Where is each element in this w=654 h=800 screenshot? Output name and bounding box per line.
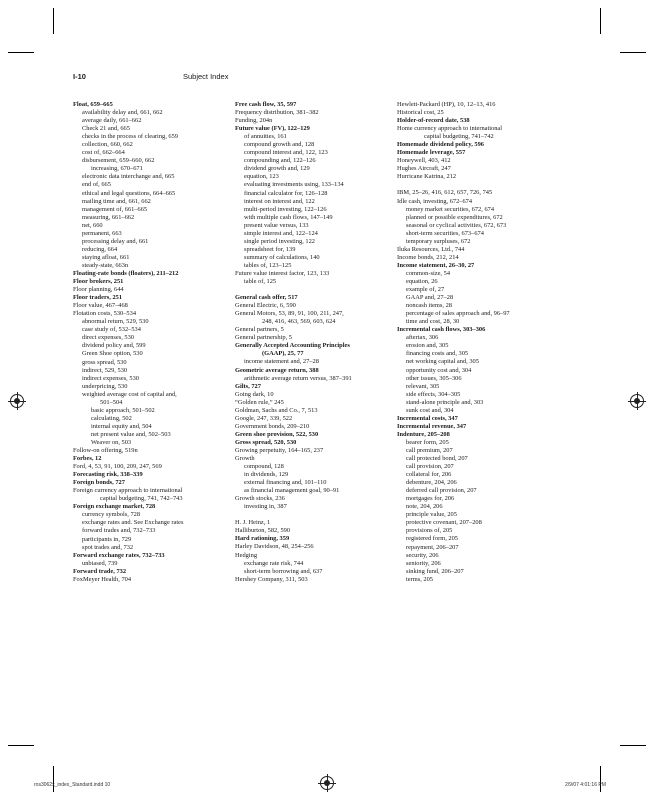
index-subentry: indirect expenses, 530	[82, 374, 139, 382]
index-entry: Incremental revenue, 347	[397, 422, 467, 430]
crop-mark	[8, 745, 34, 746]
index-subentry: Check 21 and, 665	[82, 125, 130, 133]
index-subentry: relevant, 305	[406, 382, 440, 390]
index-entry: General cash offer, 517	[235, 294, 298, 302]
index-subentry: spreadsheet for, 139	[244, 245, 296, 253]
index-entry: Honeywell, 403, 412	[397, 157, 451, 165]
index-subentry: sunk cost and, 304	[406, 406, 454, 414]
index-subentry: compound interest and, 122, 123	[244, 149, 328, 157]
index-entry: Iluka Resources, Ltd., 744	[397, 245, 465, 253]
index-subentry: measuring, 661–662	[82, 213, 135, 221]
index-subentry: compound, 128	[244, 463, 284, 471]
index-subentry: single period investing, 122	[244, 237, 315, 245]
crop-mark	[8, 52, 34, 53]
index-entry: Government bonds, 209–210	[235, 422, 310, 430]
index-subentry: weighted average cost of capital and,	[82, 390, 177, 398]
index-subentry: capital budgeting, 741, 742–743	[100, 495, 183, 503]
index-entry: Follow-on offering, 519n	[73, 447, 138, 455]
index-subentry: bearer form, 205	[406, 438, 449, 446]
index-entry: “Golden rule,” 245	[235, 398, 284, 406]
index-entry: General partners, 5	[235, 326, 284, 334]
index-subentry: protective covenant, 207–208	[406, 519, 482, 527]
index-subentry: collection, 660, 662	[82, 141, 133, 149]
index-subentry: income statement and, 27–28	[244, 358, 319, 366]
index-subentry: multi-period investing, 122–126	[244, 205, 327, 213]
index-entry: Hedging	[235, 551, 258, 559]
page-folio: I-10	[73, 72, 86, 81]
index-subentry: stand-alone principle and, 303	[406, 398, 484, 406]
index-entry: Geometric average return, 388	[235, 366, 319, 374]
index-subentry: table of, 125	[244, 278, 277, 286]
index-subentry: money market securities, 672, 674	[406, 205, 495, 213]
index-entry: Ford, 4, 53, 91, 100, 209, 247, 569	[73, 463, 162, 471]
index-subentry: net working capital and, 305	[406, 358, 479, 366]
index-entry: Flotation costs, 530–534	[73, 310, 137, 318]
index-subentry: increasing, 670–671	[91, 165, 143, 173]
index-subentry: terms, 205	[406, 575, 433, 583]
index-entry: Float, 659–665	[73, 101, 113, 108]
index-entry: Hewlett-Packard (HP), 10, 12–13, 416	[397, 101, 496, 108]
index-entry: Hughes Aircraft, 247	[397, 165, 451, 173]
index-entry: Forbes, 12	[73, 455, 102, 463]
crop-mark	[600, 8, 601, 34]
index-subentry: principle value, 205	[406, 511, 457, 519]
index-subentry: GAAP and, 27–28	[406, 294, 454, 302]
index-subentry: interest on interest and, 122	[244, 197, 315, 205]
index-subentry: direct expenses, 530	[82, 334, 134, 342]
index-entry: Growth stocks, 236	[235, 495, 285, 503]
index-subentry: collateral for, 206	[406, 471, 452, 479]
index-entry: Foreign exchange market, 728	[73, 503, 156, 511]
index-entry: Floor traders, 251	[73, 294, 123, 302]
index-entry: Floor brokers, 251	[73, 278, 124, 286]
index-subentry: financial calculator for, 126–128	[244, 189, 328, 197]
index-entry: H. J. Heinz, 1	[235, 519, 271, 527]
index-subentry: 501–504	[100, 398, 123, 406]
index-subentry: security, 206	[406, 551, 439, 559]
index-entry: General Motors, 53, 89, 91, 100, 211, 247,	[235, 310, 344, 318]
index-entry: Google, 247, 339, 522	[235, 414, 293, 422]
index-subentry: steady-state, 663n	[82, 261, 129, 269]
index-subentry: 248, 416, 463, 569, 603, 624	[262, 318, 336, 326]
index-subentry: equation, 123	[244, 173, 279, 181]
section-title: Subject Index	[183, 72, 229, 81]
index-subentry: exchange rate risk, 744	[244, 559, 304, 567]
index-subentry: financing costs and, 305	[406, 350, 469, 358]
crop-mark	[600, 766, 601, 792]
index-subentry: present value versus, 133	[244, 221, 309, 229]
index-entry: Generally Accepted Accounting Principles	[235, 342, 350, 350]
index-entry: Future value (FV), 122–129	[235, 125, 310, 133]
index-subentry: internal equity and, 504	[91, 422, 152, 430]
index-entry: Gilts, 727	[235, 382, 261, 390]
index-subentry: note, 204, 206	[406, 503, 443, 511]
index-subentry: of annuities, 161	[244, 133, 287, 141]
index-subentry: currency symbols, 728	[82, 511, 141, 519]
index-subentry: calculating, 502	[91, 414, 132, 422]
index-subentry: reducing, 664	[82, 245, 118, 253]
index-entry: General Electric, 6, 590	[235, 302, 296, 310]
index-subentry: short-term borrowing and, 637	[244, 567, 323, 575]
crop-mark	[53, 8, 54, 34]
index-subentry: evaluating investments using, 133–134	[244, 181, 344, 189]
index-entry: Harley Davidson, 48, 254–256	[235, 543, 314, 551]
index-subentry: arithmetic average return versus, 387–391	[244, 374, 352, 382]
index-subentry: seniority, 206	[406, 559, 441, 567]
index-entry: Hurricane Katrina, 212	[397, 173, 457, 181]
index-entry: Forward exchange rates, 732–733	[73, 551, 165, 559]
index-entry: Home currency approach to international	[397, 125, 503, 133]
index-entry: Funding, 204n	[235, 117, 273, 125]
registration-mark-icon	[320, 776, 334, 790]
index-subentry: dividend policy and, 599	[82, 342, 146, 350]
index-entry: Forecasting risk, 338–339	[73, 471, 143, 479]
index-subentry: common-size, 54	[406, 269, 451, 277]
index-subentry: time and cost, 28, 30	[406, 318, 460, 326]
index-subentry: disbursement, 659–660, 662	[82, 157, 155, 165]
index-column-3	[397, 101, 557, 584]
index-subentry: sinking fund, 206–207	[406, 567, 464, 575]
index-subentry: compounding and, 122–126	[244, 157, 316, 165]
index-entry: Green shoe provision, 522, 530	[235, 430, 319, 438]
index-subentry: (GAAP), 25, 77	[262, 350, 304, 358]
index-entry: Future value interest factor, 123, 133	[235, 269, 330, 277]
index-subentry: forward trades and, 732–733	[82, 527, 156, 535]
index-subentry: other issues, 305–306	[406, 374, 462, 382]
index-subentry: capital budgeting, 741–742	[424, 133, 494, 141]
index-subentry: investing in, 387	[244, 503, 287, 511]
index-entry: General partnership, 5	[235, 334, 292, 342]
index-entry: Indenture, 205–208	[397, 430, 450, 438]
index-subentry: availability delay and, 661, 662	[82, 109, 163, 117]
index-subentry: summary of calculations, 140	[244, 253, 320, 261]
index-subentry: aftertax, 306	[406, 334, 439, 342]
index-subentry: net, 660	[82, 221, 103, 229]
index-subentry: repayment, 206–207	[406, 543, 459, 551]
index-subentry: registered form, 205	[406, 535, 458, 543]
index-entry: Homemade leverage, 557	[397, 149, 466, 157]
index-entry: Gross spread, 520, 530	[235, 438, 297, 446]
index-subentry: planned or possible expenditures, 672	[406, 213, 503, 221]
index-subentry: end of, 665	[82, 181, 111, 189]
index-subentry: ethical and legal questions, 664–665	[82, 189, 176, 197]
index-subentry: example of, 27	[406, 286, 445, 294]
index-subentry: underpricing, 530	[82, 382, 128, 390]
index-subentry: Green Shoe option, 530	[82, 350, 143, 358]
index-subentry: processing delay and, 661	[82, 237, 149, 245]
index-column-2	[235, 101, 385, 584]
index-entry: Floor planning, 644	[73, 286, 124, 294]
index-subentry: checks in the process of clearing, 659	[82, 133, 179, 141]
index-entry: Halliburton, 582, 590	[235, 527, 291, 535]
index-subentry: provisions of, 205	[406, 527, 453, 535]
index-subentry: percentage of sales approach and, 96–97	[406, 310, 510, 318]
index-subentry: case study of, 532–534	[82, 326, 141, 334]
index-entry: Hershey Company, 311, 503	[235, 575, 308, 583]
crop-mark	[620, 52, 646, 53]
index-entry: Free cash flow, 35, 597	[235, 101, 297, 108]
index-subentry: external financing and, 101–110	[244, 479, 327, 487]
running-head	[73, 72, 229, 81]
index-subentry: deferred call provision, 207	[406, 487, 477, 495]
index-subentry: staying afloat, 661	[82, 253, 130, 261]
index-subentry: mortgages for, 206	[406, 495, 455, 503]
index-subentry: basic approach, 501–502	[91, 406, 155, 414]
index-subentry: dividend growth and, 129	[244, 165, 310, 173]
index-subentry: indirect, 529, 530	[82, 366, 128, 374]
index-subentry: erosion and, 305	[406, 342, 449, 350]
index-subentry: abnormal return, 529, 530	[82, 318, 149, 326]
file-slug: ros3062x_index_Standard.indd 10	[34, 782, 111, 788]
index-subentry: call premium, 207	[406, 446, 453, 454]
index-subentry: temporary surpluses, 672	[406, 237, 471, 245]
index-subentry: call protected bond, 207	[406, 455, 468, 463]
index-entry: FoxMeyer Health, 704	[73, 575, 132, 583]
index-column-1	[73, 101, 223, 584]
index-entry: Forward trade, 732	[73, 567, 127, 575]
index-subentry: with multiple cash flows, 147–149	[244, 213, 333, 221]
index-entry: Floor value, 467–468	[73, 302, 128, 310]
index-subentry: spot trades and, 732	[82, 543, 134, 551]
index-entry: Floating-rate bonds (floaters), 211–212	[73, 269, 179, 277]
entry-gap	[235, 511, 385, 519]
index-subentry: permanent, 663	[82, 229, 122, 237]
index-subentry: gross spread, 530	[82, 358, 127, 366]
index-subentry: compound growth and, 128	[244, 141, 315, 149]
index-subentry: mailing time and, 661, 662	[82, 197, 151, 205]
index-subentry: as financial management goal, 90–91	[244, 487, 340, 495]
timestamp-slug: 2/9/07 4:01:16 PM	[565, 782, 606, 788]
index-subentry: average daily, 661–662	[82, 117, 142, 125]
index-entry: Incremental costs, 347	[397, 414, 458, 422]
registration-mark-icon	[10, 394, 24, 408]
index-subentry: seasonal or cyclical activities, 672, 673	[406, 221, 507, 229]
index-subentry: exchange rates and. See Exchange rates	[82, 519, 184, 527]
index-entry: Income statement, 26–30, 27	[397, 261, 475, 269]
index-subentry: debenture, 204, 206	[406, 479, 457, 487]
index-entry: Growing perpetuity, 164–165, 237	[235, 446, 324, 454]
index-subentry: management of, 661–665	[82, 205, 148, 213]
index-subentry: simple interest and, 122–124	[244, 229, 318, 237]
index-entry: Frequency distribution, 381–382	[235, 109, 319, 117]
index-subentry: Weaver on, 503	[91, 438, 132, 446]
index-subentry: participants in, 729	[82, 535, 132, 543]
index-subentry: opportunity cost and, 304	[406, 366, 472, 374]
index-subentry: cost of, 662–664	[82, 149, 125, 157]
index-entry: Homemade dividend policy, 596	[397, 141, 484, 149]
crop-mark	[53, 766, 54, 792]
index-entry: Incremental cash flows, 303–306	[397, 326, 486, 334]
registration-mark-icon	[630, 394, 644, 408]
index-entry: Going dark, 10	[235, 390, 274, 398]
index-entry: Goldman, Sachs and Co., 7, 513	[235, 406, 318, 414]
index-subentry: equation, 26	[406, 277, 438, 285]
index-subentry: net present value and, 502–503	[91, 430, 171, 438]
index-entry: Growth	[235, 455, 255, 463]
index-entry: Income bonds, 212, 214	[397, 253, 459, 261]
index-entry: Foreign bonds, 727	[73, 479, 125, 487]
index-subentry: short-term securities, 673–674	[406, 229, 484, 237]
index-subentry: in dividends, 129	[244, 471, 289, 479]
index-subentry: electronic data interchange and, 665	[82, 173, 175, 181]
index-subentry: tables of, 123–125	[244, 261, 292, 269]
index-entry: IBM, 25–26, 416, 612, 657, 726, 745	[397, 189, 493, 197]
index-entry: Historical cost, 25	[397, 109, 444, 117]
index-entry: Foreign currency approach to international	[73, 487, 183, 495]
entry-gap	[397, 181, 557, 189]
index-subentry: noncash items, 28	[406, 302, 452, 310]
index-entry: Holder-of-record date, 538	[397, 117, 470, 125]
index-subentry: side effects, 304–305	[406, 390, 461, 398]
index-entry: Hard rationing, 359	[235, 535, 290, 543]
crop-mark	[620, 745, 646, 746]
entry-gap	[235, 286, 385, 294]
index-entry: Idle cash, investing, 672–674	[397, 197, 473, 205]
index-subentry: call provision, 207	[406, 463, 454, 471]
index-subentry: unbiased, 739	[82, 559, 118, 567]
